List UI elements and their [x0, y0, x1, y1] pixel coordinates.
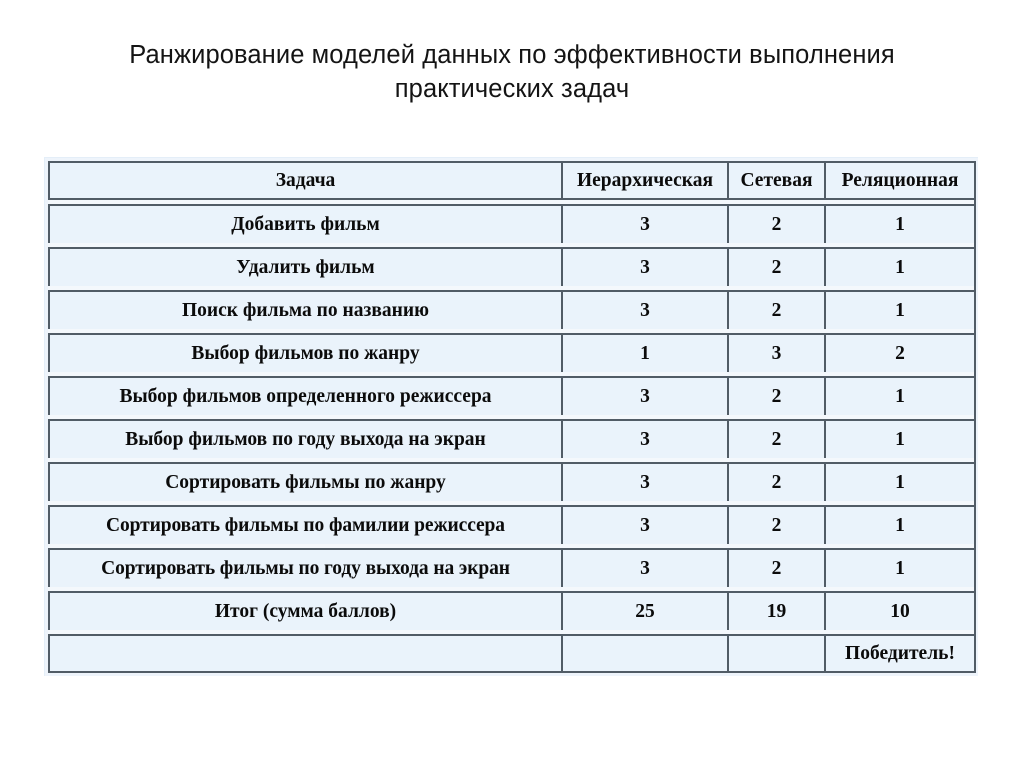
table-row	[48, 419, 976, 458]
score-hierarchical: 3	[561, 204, 727, 243]
score-network: 2	[727, 290, 824, 329]
table-winner-row	[48, 634, 976, 673]
score-relational: 1	[824, 548, 976, 587]
score-hierarchical: 3	[561, 462, 727, 501]
score-relational: 1	[824, 204, 976, 243]
score-hierarchical: 3	[561, 419, 727, 458]
score-relational: 1	[824, 462, 976, 501]
score-network: 2	[727, 247, 824, 286]
ranking-table	[48, 161, 976, 673]
table-header-row	[48, 161, 976, 200]
task-label: Сортировать фильмы по фамилии режиссера	[48, 505, 561, 544]
winner-row-blank-network	[727, 634, 824, 673]
winner-badge: Победитель!	[824, 634, 976, 673]
score-network: 2	[727, 462, 824, 501]
task-label: Сортировать фильмы по году выхода на экран	[48, 548, 561, 587]
score-relational: 1	[824, 419, 976, 458]
score-network: 2	[727, 505, 824, 544]
score-relational: 1	[824, 290, 976, 329]
score-relational: 2	[824, 333, 976, 372]
table-row	[48, 247, 976, 286]
task-label: Добавить фильм	[48, 204, 561, 243]
table-row	[48, 548, 976, 587]
score-network: 3	[727, 333, 824, 372]
total-relational: 10	[824, 591, 976, 630]
score-hierarchical: 3	[561, 376, 727, 415]
score-network: 2	[727, 419, 824, 458]
total-network: 19	[727, 591, 824, 630]
page-title: Ранжирование моделей данных по эффективности выполнения практических задач	[129, 41, 895, 103]
column-header-task: Задача	[48, 161, 561, 200]
score-relational: 1	[824, 247, 976, 286]
task-label: Сортировать фильмы по жанру	[48, 462, 561, 501]
total-hierarchical: 25	[561, 591, 727, 630]
score-hierarchical: 1	[561, 333, 727, 372]
score-hierarchical: 3	[561, 548, 727, 587]
task-label: Выбор фильмов определенного режиссера	[48, 376, 561, 415]
task-label: Выбор фильмов по жанру	[48, 333, 561, 372]
table-row	[48, 505, 976, 544]
column-header-hierarchical: Иерархическая	[561, 161, 727, 200]
table-row	[48, 376, 976, 415]
score-hierarchical: 3	[561, 290, 727, 329]
column-header-relational: Реляционная	[824, 161, 976, 200]
task-label: Поиск фильма по названию	[48, 290, 561, 329]
ranking-table-container	[44, 157, 978, 676]
score-hierarchical: 3	[561, 505, 727, 544]
table-row	[48, 333, 976, 372]
column-header-network: Сетевая	[727, 161, 824, 200]
winner-row-blank-task	[48, 634, 561, 673]
score-relational: 1	[824, 376, 976, 415]
score-network: 2	[727, 204, 824, 243]
table-header	[48, 161, 976, 200]
table-body	[48, 200, 976, 673]
score-network: 2	[727, 548, 824, 587]
score-relational: 1	[824, 505, 976, 544]
table-row	[48, 290, 976, 329]
task-label: Удалить фильм	[48, 247, 561, 286]
table-total-row	[48, 591, 976, 630]
winner-row-blank-hierarchical	[561, 634, 727, 673]
table-row	[48, 204, 976, 243]
table-row	[48, 462, 976, 501]
task-label: Выбор фильмов по году выхода на экран	[48, 419, 561, 458]
total-label: Итог (сумма баллов)	[48, 591, 561, 630]
score-network: 2	[727, 376, 824, 415]
score-hierarchical: 3	[561, 247, 727, 286]
